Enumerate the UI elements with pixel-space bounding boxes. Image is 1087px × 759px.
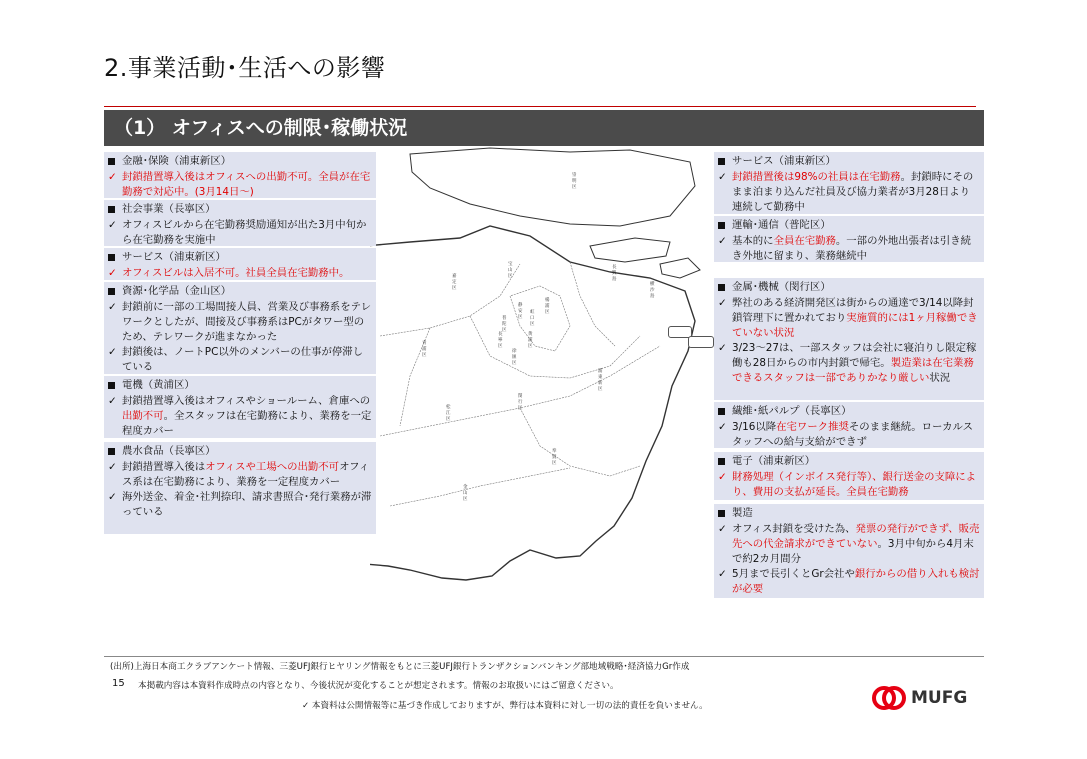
category-label: サービス（浦東新区）	[732, 155, 836, 167]
map-label-hongkou: 虹口区	[530, 310, 535, 327]
item-text: 弊社のある経済開発区は街からの通達で3/14以降封鎖管理下に置かれており	[732, 297, 974, 324]
check-icon: ✓	[108, 491, 117, 503]
check-icon: ✓	[718, 471, 727, 483]
bullet-square-icon	[718, 222, 725, 229]
category-label: 金属･機械（閔行区）	[732, 281, 831, 293]
check-icon: ✓	[718, 568, 727, 580]
bullet-item	[108, 490, 372, 520]
page-number: 15	[112, 678, 125, 689]
mufg-logo	[872, 686, 967, 710]
category-label: サービス（浦東新区）	[122, 251, 226, 263]
map-label-hengsha: 横沙島	[650, 282, 655, 299]
footer-rule	[104, 656, 984, 657]
check-icon: ✓	[718, 235, 727, 247]
check-icon: ✓	[108, 346, 117, 358]
map-label-jiading: 嘉定区	[452, 274, 457, 291]
item-text: 。一部の外地出張者は引き続き外地に留まり、業務継続中	[732, 235, 971, 262]
category-heading	[108, 378, 372, 394]
bullet-item	[718, 522, 980, 567]
right-box-service	[714, 152, 984, 214]
category-heading	[718, 404, 980, 420]
bullet-square-icon	[718, 158, 725, 165]
check-icon: ✓	[108, 267, 117, 279]
item-text: 3/16以降	[732, 421, 777, 433]
check-icon: ✓	[718, 523, 727, 535]
check-icon: ✓	[108, 219, 117, 231]
category-label: 製造	[732, 507, 753, 519]
item-text: 封鎖措置導入後は	[122, 461, 206, 473]
map-label-changxing: 長興島	[612, 265, 617, 282]
page-title: 2.事業活動･生活への影響	[104, 54, 386, 82]
map-label-xuhui: 徐匯区	[512, 349, 517, 366]
map-label-fengxian: 奉賢区	[552, 449, 557, 466]
item-text: 基本的に	[732, 235, 774, 247]
category-label: 資源･化学品（金山区）	[122, 285, 232, 297]
item-text: 3/23～27は、一部スタッフは会社に寝泊りし限定稼働も28日からの市内封鎖で帰宅。	[732, 342, 977, 369]
bullet-square-icon	[108, 158, 115, 165]
bullet-item	[108, 345, 372, 375]
item-text: 全員在宅勤務	[773, 235, 836, 247]
category-heading	[108, 444, 372, 460]
bullet-item	[108, 218, 372, 248]
item-text: 財務処理（インボイス発行等）、銀行送金の支障により、費用の支払が延長。全員在宅勤務	[732, 471, 977, 498]
bullet-item	[718, 170, 980, 215]
category-label: 電子（浦東新区）	[732, 455, 816, 467]
map-island-hengsha	[660, 258, 700, 278]
bullet-item	[718, 296, 980, 341]
right-box-electronics	[714, 452, 984, 500]
bullet-square-icon	[108, 382, 115, 389]
item-text: オフィスビルは入居不可。社員全員在宅勤務中。	[122, 267, 350, 279]
map-label-huangpu: 黄浦区	[528, 332, 533, 349]
map-mainland	[370, 226, 695, 580]
item-text: 封鎖措置後は98%の社員は在宅勤務	[732, 171, 901, 183]
check-icon: ✓	[108, 461, 117, 473]
map-label-changning: 長寧区	[498, 332, 503, 349]
category-heading	[718, 154, 980, 170]
item-text: 発票の発行ができず、販売先への代金請求ができていない	[732, 523, 980, 550]
right-box-transport	[714, 216, 984, 262]
mufg-logo-text: MUFG	[911, 688, 968, 708]
item-text: 。全スタッフは在宅勤務により、業務を一定程度カバー	[122, 410, 372, 437]
map-label-qingpu: 青浦区	[422, 341, 427, 358]
item-text: 海外送金、着金･社判捺印、請求書照合･発行業務が滞っている	[122, 491, 372, 518]
bullet-item	[108, 300, 372, 345]
check-icon: ✓	[108, 395, 117, 407]
category-label: 農水食品（長寧区）	[122, 445, 216, 457]
bullet-item	[718, 567, 980, 597]
category-heading	[718, 218, 980, 234]
item-text: 製造業は在宅業務できるスタッフは一部でありかなり厳しい	[732, 357, 974, 384]
item-text: オフィスや工場への出勤不可	[205, 461, 340, 473]
category-label: 金融･保険（浦東新区）	[122, 155, 232, 167]
map-label-jinshan: 金山区	[463, 485, 468, 502]
bullet-item	[108, 394, 372, 439]
right-box-manufacturing	[714, 504, 984, 598]
category-heading	[108, 154, 372, 170]
bullet-square-icon	[108, 254, 115, 261]
check-icon: ✓	[718, 342, 727, 354]
left-box-social	[104, 200, 376, 246]
item-text: 。封鎖時にそのまま泊まり込んだ社員及び協力業者が3月28日より連続して勤務中	[732, 171, 974, 213]
category-heading	[108, 250, 372, 266]
bullet-item	[718, 234, 980, 264]
bullet-square-icon	[108, 288, 115, 295]
disclaimer-2: ✓ 本資料は公開情報等に基づき作成しておりますが、弊行は本資料に対し一切の法的責任を負いません。	[302, 701, 708, 711]
item-text: 。3月中旬から4月末で約2カ月間分	[732, 538, 974, 565]
title-rule	[104, 106, 976, 107]
category-heading	[108, 284, 372, 300]
item-text: オフィスビルから在宅勤務奨励通知が出た3月中旬から在宅勤務を実施中	[122, 219, 367, 246]
bullet-square-icon	[718, 510, 725, 517]
item-text: そのまま継続。ローカルスタッフへの給与支給ができず	[732, 421, 974, 448]
left-box-electric	[104, 376, 376, 438]
item-text: 5月まで長引くとGr会社や	[732, 568, 855, 580]
check-icon: ✓	[718, 421, 727, 433]
section-heading: （1） オフィスへの制限･稼働状況	[104, 110, 984, 146]
bullet-square-icon	[718, 458, 725, 465]
item-text: 在宅ワーク推奨	[776, 421, 849, 433]
check-icon: ✓	[718, 171, 727, 183]
map-label-yangpu: 楊浦区	[545, 298, 550, 315]
disclaimer-1: 本掲載内容は本資料作成時点の内容となり、今後状況が変化することが想定されます。情報のお取扱いにはご留意ください。	[138, 681, 619, 691]
bullet-item	[108, 266, 372, 281]
check-icon: ✓	[108, 171, 117, 183]
category-heading	[718, 506, 980, 522]
shanghai-map	[370, 146, 730, 596]
map-island-chongming	[410, 148, 695, 226]
category-label: 運輸･通信（普陀区）	[732, 219, 831, 231]
check-icon: ✓	[108, 301, 117, 313]
left-box-service	[104, 248, 376, 280]
map-callout-b	[688, 336, 714, 348]
bullet-item	[718, 420, 980, 450]
mufg-logo-icon	[872, 686, 906, 710]
item-text: 封鎖措置導入後はオフィスへの出勤不可。全員が在宅勤務で対応中。(3月14日～)	[122, 171, 371, 198]
map-label-chongming: 崇明区	[572, 173, 577, 190]
check-icon: ✓	[718, 297, 727, 309]
category-heading	[718, 454, 980, 470]
left-box-food	[104, 442, 376, 534]
map-label-pudong: 浦東新区	[598, 369, 603, 392]
item-text: 出勤不可	[122, 410, 164, 422]
bullet-item	[718, 341, 980, 386]
left-box-resources	[104, 282, 376, 374]
map-label-minhang: 閔行区	[518, 394, 523, 411]
map-label-baoshan: 宝山区	[508, 262, 513, 279]
bullet-item	[718, 470, 980, 500]
bullet-square-icon	[718, 284, 725, 291]
bullet-square-icon	[108, 448, 115, 455]
category-heading	[718, 280, 980, 296]
item-text: 銀行からの借り入れも検討が必要	[732, 568, 980, 595]
item-text: 封鎖前に一部の工場間接人員、営業及び事務系をテレワークとしたが、間接及び事務系はPCがタワー型のため、テレワークが進まなかった	[122, 301, 372, 343]
category-label: 電機（黄浦区）	[122, 379, 195, 391]
category-label: 繊維･紙パルプ（長寧区）	[732, 405, 852, 417]
item-text: 実施質的には1ヶ月稼働できていない状況	[732, 312, 978, 339]
map-label-songjiang: 松江区	[446, 405, 451, 422]
source-note: (出所)上海日本商工クラブアンケート情報、三菱UFJ銀行ヒヤリング情報をもとに三菱UFJ銀行トランザクションバンキング部地域戦略･経済協力Gr作成	[110, 662, 690, 672]
map-island-changxing	[590, 238, 670, 262]
bullet-square-icon	[108, 206, 115, 213]
category-heading	[108, 202, 372, 218]
item-text: オフィス系は在宅勤務により、業務を一定程度カバー	[122, 461, 370, 488]
bullet-item	[108, 460, 372, 490]
map-label-putuo: 普陀区	[502, 316, 507, 333]
category-label: 社会事業（長寧区）	[122, 203, 216, 215]
bullet-square-icon	[718, 408, 725, 415]
right-box-textile	[714, 402, 984, 448]
bullet-item	[108, 170, 372, 200]
map-label-jingan: 静安区	[518, 303, 523, 320]
left-box-finance	[104, 152, 376, 198]
right-box-metal	[714, 278, 984, 400]
item-text: 状況	[929, 372, 951, 384]
item-text: 封鎖措置導入後はオフィスやショールーム、倉庫への	[122, 395, 371, 407]
item-text: オフィス封鎖を受けた為、	[732, 523, 856, 535]
item-text: 封鎖後は、ノートPC以外のメンバーの仕事が停滞している	[122, 346, 364, 373]
